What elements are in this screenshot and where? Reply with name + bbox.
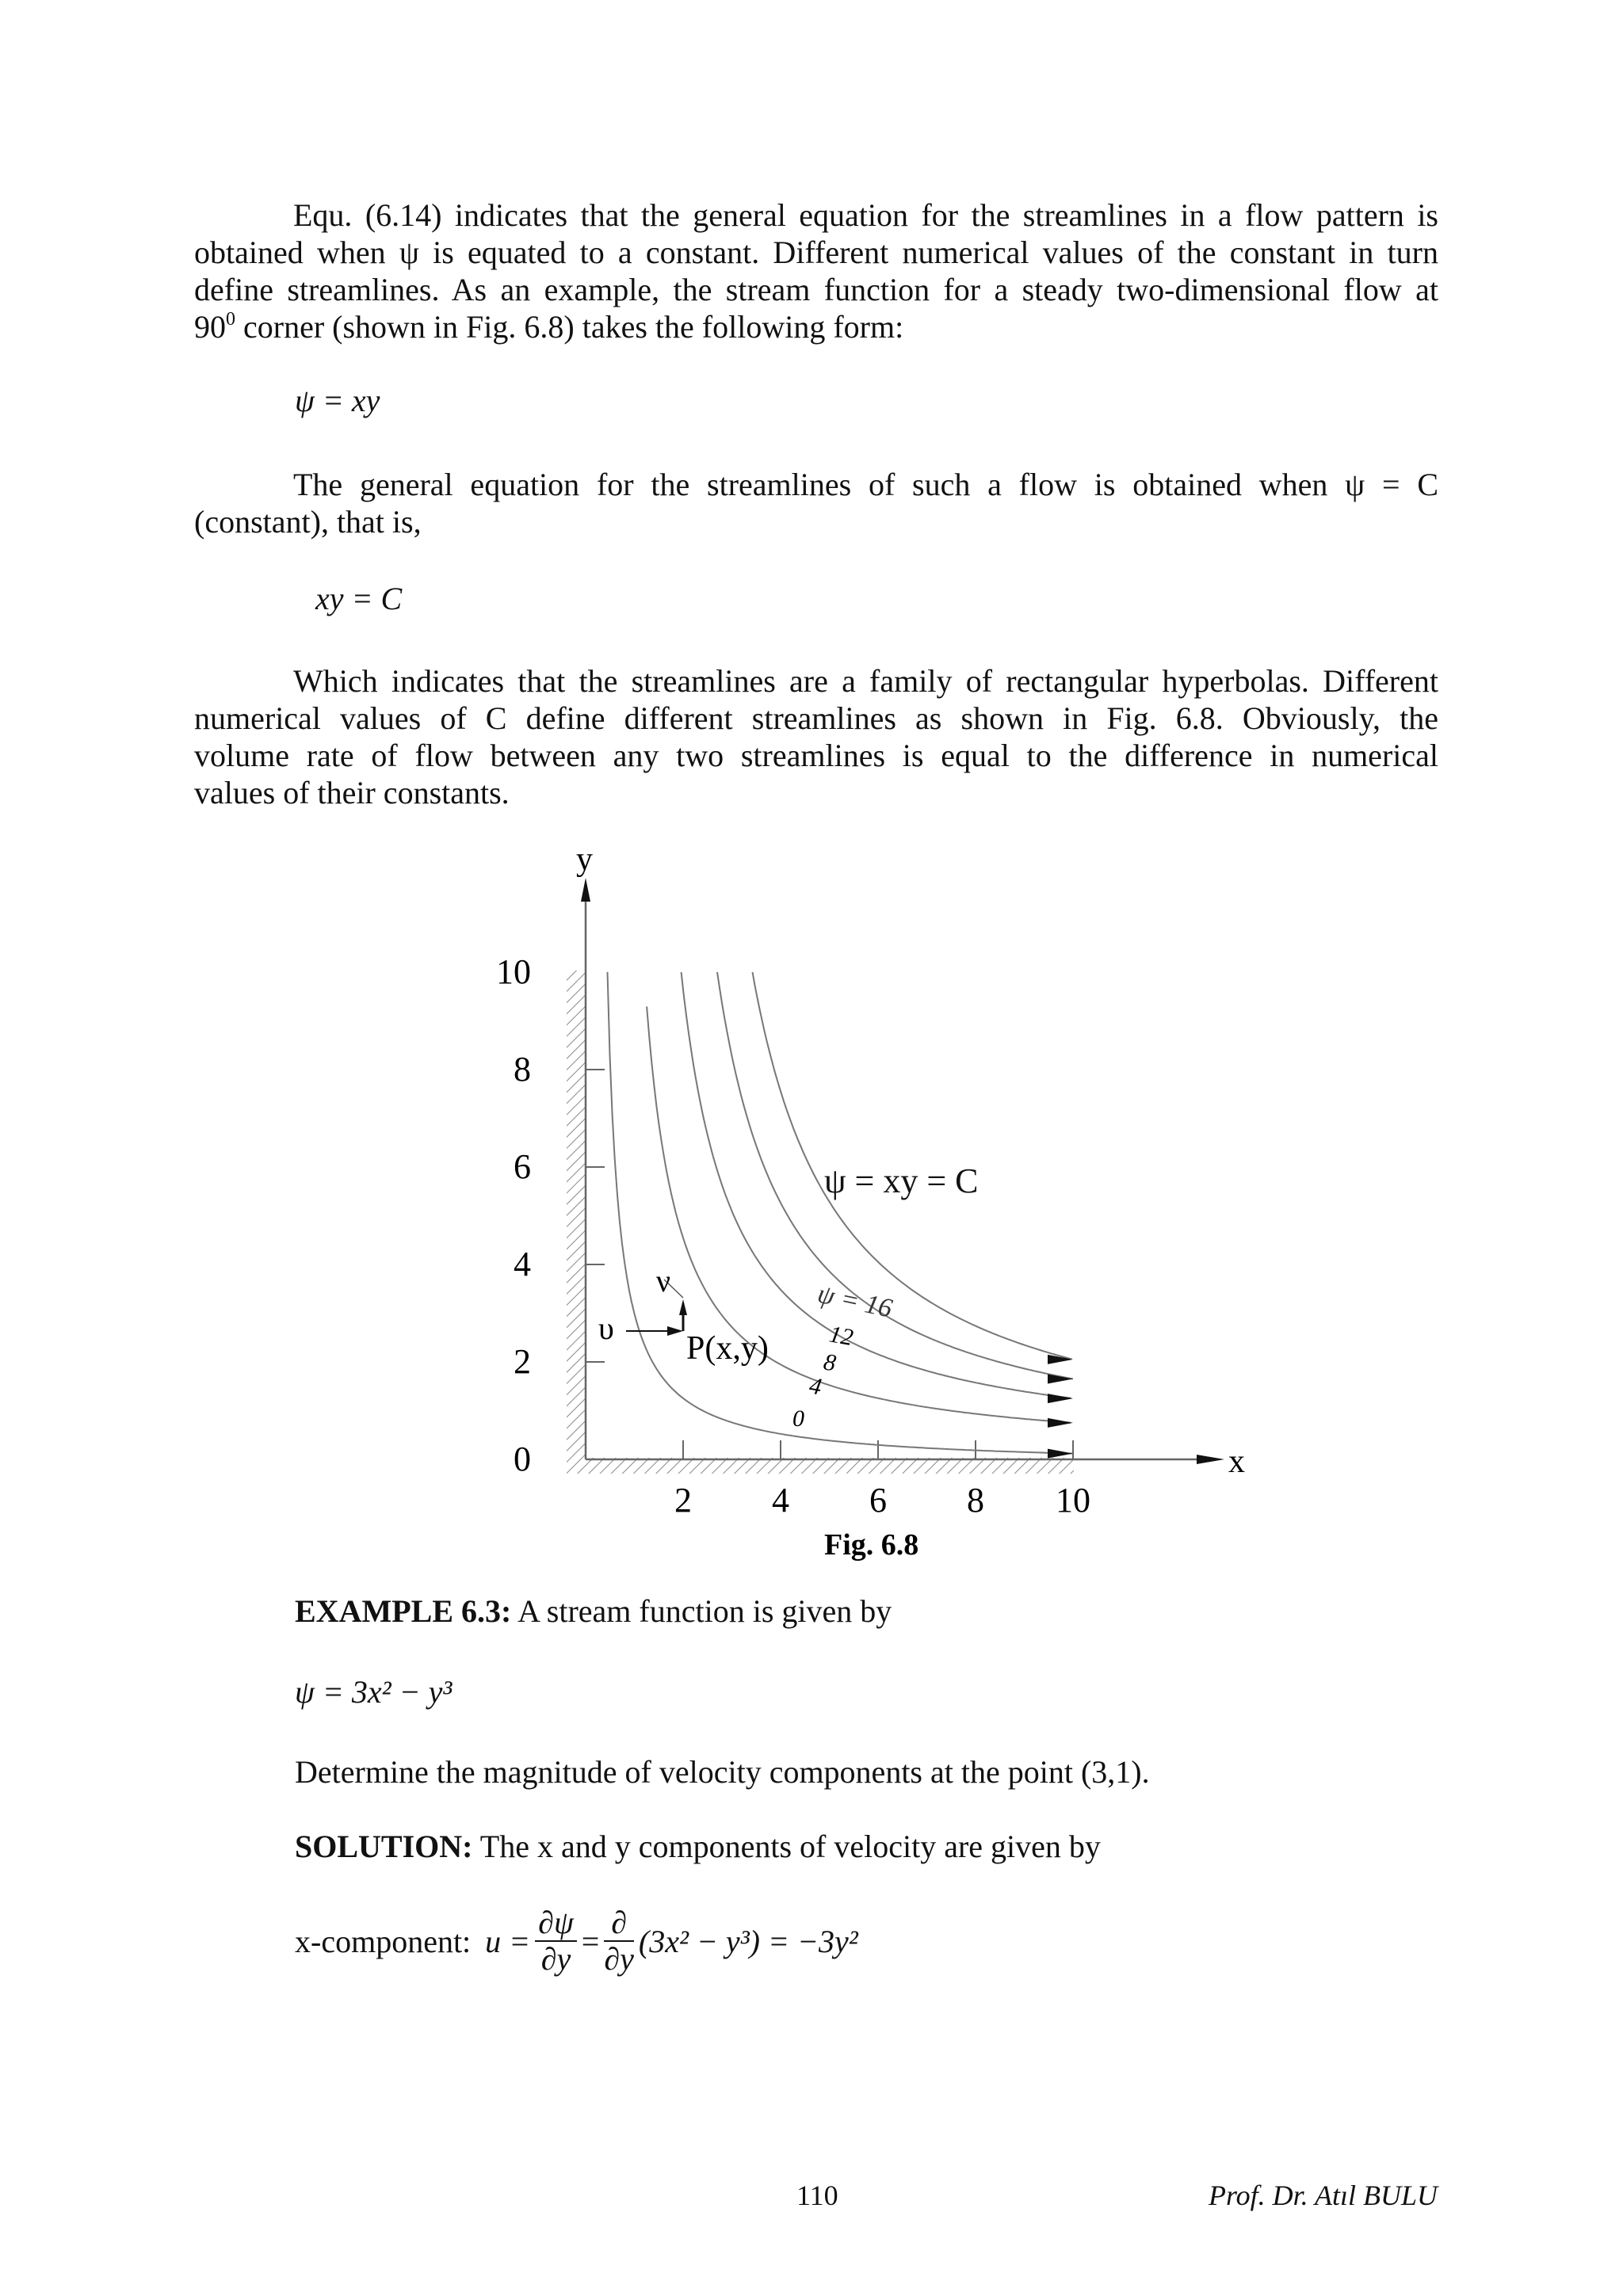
- solution-heading: [295, 1828, 1101, 1865]
- page-number: 110: [796, 2180, 838, 2211]
- streamline-arrow-0: [1048, 1449, 1073, 1459]
- x-tick-label: 8: [967, 1481, 984, 1520]
- x-component-equation: [295, 1905, 858, 1977]
- psi-16-label: ψ = 16: [815, 1279, 896, 1324]
- equation-psi-xy: ψ = xy: [295, 383, 380, 418]
- streamline-arrow-4: [1048, 1418, 1073, 1428]
- figure-caption: Fig. 6.8: [824, 1528, 919, 1562]
- streamline-arrow-12: [1048, 1375, 1073, 1384]
- wall-hatch-vertical: [567, 971, 586, 1458]
- v-arrowhead: [679, 1299, 687, 1315]
- fraction-denominator: ∂y: [540, 1941, 571, 1977]
- example-text: A stream function is given by: [511, 1593, 892, 1629]
- y-tick-label: 2: [514, 1342, 531, 1381]
- paragraph-line: volume rate of flow between any two streamlines is equal to the difference in numerical: [194, 738, 1438, 773]
- y-axis-label: y: [576, 841, 593, 878]
- example-heading: [295, 1592, 892, 1630]
- x-axis-arrow: [1197, 1455, 1224, 1464]
- fraction-dpsi-dy: [535, 1905, 577, 1977]
- paragraph-line: Equ. (6.14) indicates that the general equation for the streamlines in a flow pattern is: [293, 197, 1438, 233]
- example-question: Determine the magnitude of velocity components at the point (3,1).: [295, 1754, 1150, 1790]
- streamline-arrow-8: [1048, 1394, 1073, 1403]
- x-component-label: x-component:: [295, 1923, 472, 1959]
- x-tick-label: 2: [674, 1481, 692, 1520]
- fraction-numerator: ∂: [604, 1905, 634, 1942]
- streamline-label-12: 12: [827, 1321, 856, 1352]
- x-tick-label: 4: [772, 1481, 789, 1520]
- solution-title: SOLUTION:: [295, 1829, 473, 1864]
- paragraph-line: (constant), that is,: [194, 504, 422, 540]
- u-arrowhead: [667, 1326, 683, 1336]
- y-tick-label: 10: [496, 952, 531, 991]
- u-velocity-label: υ: [598, 1310, 614, 1346]
- degree-value: 90: [194, 309, 226, 345]
- paragraph-line: Which indicates that the streamlines are a family of rectangular hyperbolas. Different: [293, 663, 1438, 699]
- y-tick-label: 6: [514, 1147, 531, 1186]
- footer-author: Prof. Dr. Atıl BULU: [1208, 2180, 1438, 2211]
- streamline-label-8: 8: [821, 1348, 838, 1377]
- y-tick-label: 4: [514, 1245, 531, 1283]
- point-label: P(x,y): [686, 1330, 769, 1367]
- paragraph-line: The general equation for the streamlines of such a flow is obtained when ψ = C: [293, 467, 1438, 502]
- u-symbol: u =: [485, 1923, 531, 1959]
- y-axis-arrow: [581, 878, 590, 902]
- degree-superscript: 0: [226, 309, 235, 330]
- example-equation: ψ = 3x² − y³: [295, 1674, 453, 1710]
- equals-sign: =: [581, 1923, 600, 1959]
- paragraph-line: obtained when ψ is equated to a constant. Different numerical values of the constant in turn: [194, 235, 1438, 270]
- fraction-denominator: ∂y: [604, 1941, 634, 1977]
- fraction-numerator: ∂ψ: [535, 1905, 577, 1942]
- streamline-label-4: 4: [807, 1372, 824, 1401]
- paragraph-line: values of their constants.: [194, 775, 510, 810]
- streamline-0: [608, 972, 1073, 1454]
- solution-text: The x and y components of velocity are given by: [472, 1829, 1101, 1864]
- x-axis-label: x: [1228, 1444, 1245, 1480]
- equation-label: ψ = xy = C: [824, 1161, 979, 1200]
- equation-xy-c: xy = C: [315, 581, 403, 616]
- v-velocity-label: ν: [656, 1263, 671, 1299]
- x-component-result: (3x² − y³) = −3y²: [638, 1923, 858, 1959]
- paragraph-text: corner (shown in Fig. 6.8) takes the following form:: [235, 309, 904, 345]
- example-title: EXAMPLE 6.3:: [295, 1593, 512, 1629]
- y-tick-label: 0: [514, 1440, 531, 1478]
- streamline-label-0: 0: [792, 1405, 804, 1432]
- paragraph-line: numerical values of C define different streamlines as shown in Fig. 6.8. Obviously, the: [194, 700, 1438, 736]
- x-tick-label: 10: [1056, 1481, 1090, 1520]
- x-tick-label: 6: [869, 1481, 887, 1520]
- paragraph-line: define streamlines. As an example, the stream function for a steady two-dimensional flow at: [194, 272, 1438, 307]
- fraction-d-dy: [604, 1905, 634, 1977]
- y-tick-label: 8: [514, 1050, 531, 1089]
